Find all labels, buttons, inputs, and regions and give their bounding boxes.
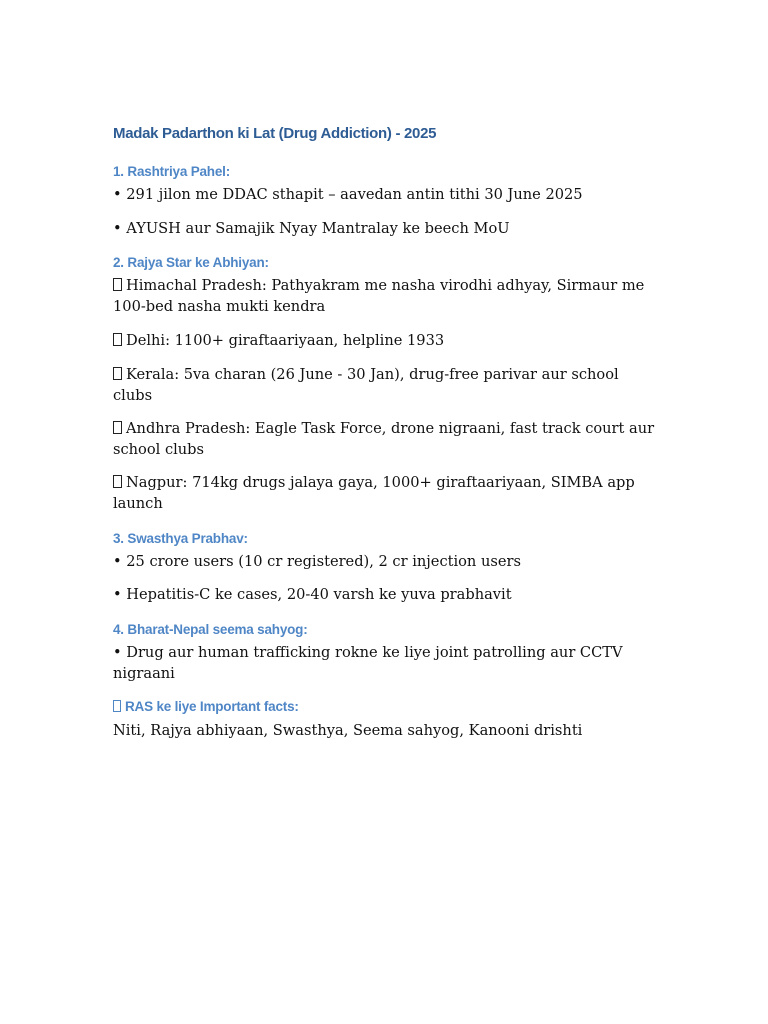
missing-glyph-icon (113, 700, 121, 712)
bullet-item: • AYUSH aur Samajik Nyay Mantralay ke beech MoU (113, 220, 510, 237)
section-heading-ras-facts (113, 699, 299, 714)
section-heading-rajya-star: 2. Rajya Star ke Abhiyan: (113, 255, 269, 270)
missing-glyph-icon (113, 475, 122, 488)
bullet-item: • 291 jilon me DDAC sthapit – aavedan antin tithi 30 June 2025 (113, 186, 583, 203)
bullet-item: • Drug aur human trafficking rokne ke liye joint patrolling aur CCTV nigraani (113, 644, 623, 682)
section-heading-bharat-nepal: 4. Bharat-Nepal seema sahyog: (113, 622, 308, 637)
list-item-text: Nagpur: 714kg drugs jalaya gaya, 1000+ giraftaariyaan, SIMBA app launch (113, 474, 635, 512)
document-title: Madak Padarthon ki Lat (Drug Addiction) - 2025 (113, 125, 437, 142)
list-item (113, 330, 658, 351)
list-item (113, 418, 658, 460)
section-heading-text: RAS ke liye Important facts: (125, 699, 299, 714)
bullet-item: • 25 crore users (10 cr registered), 2 cr injection users (113, 553, 521, 570)
section-heading-swasthya-prabhav: 3. Swasthya Prabhav: (113, 531, 248, 546)
list-item (113, 364, 658, 406)
document-page (113, 0, 673, 1024)
section-heading-rashtriya-pahel: 1. Rashtriya Pahel: (113, 164, 231, 179)
missing-glyph-icon (113, 333, 122, 346)
list-item-text: Delhi: 1100+ giraftaariyaan, helpline 1933 (126, 332, 445, 349)
list-item (113, 472, 658, 514)
missing-glyph-icon (113, 367, 122, 380)
list-item-text: Kerala: 5va charan (26 June - 30 Jan), drug-free parivar aur school clubs (113, 366, 619, 404)
list-item-text: Andhra Pradesh: Eagle Task Force, drone nigraani, fast track court aur school clubs (113, 420, 655, 458)
bullet-item: • Hepatitis-C ke cases, 20-40 varsh ke yuva prabhavit (113, 586, 512, 603)
list-item-text: Himachal Pradesh: Pathyakram me nasha virodhi adhyay, Sirmaur me 100-bed nasha mukti kendra (113, 277, 645, 315)
missing-glyph-icon (113, 278, 122, 291)
list-item (113, 275, 658, 317)
summary-text: Niti, Rajya abhiyaan, Swasthya, Seema sahyog, Kanooni drishti (113, 722, 583, 739)
missing-glyph-icon (113, 421, 122, 434)
